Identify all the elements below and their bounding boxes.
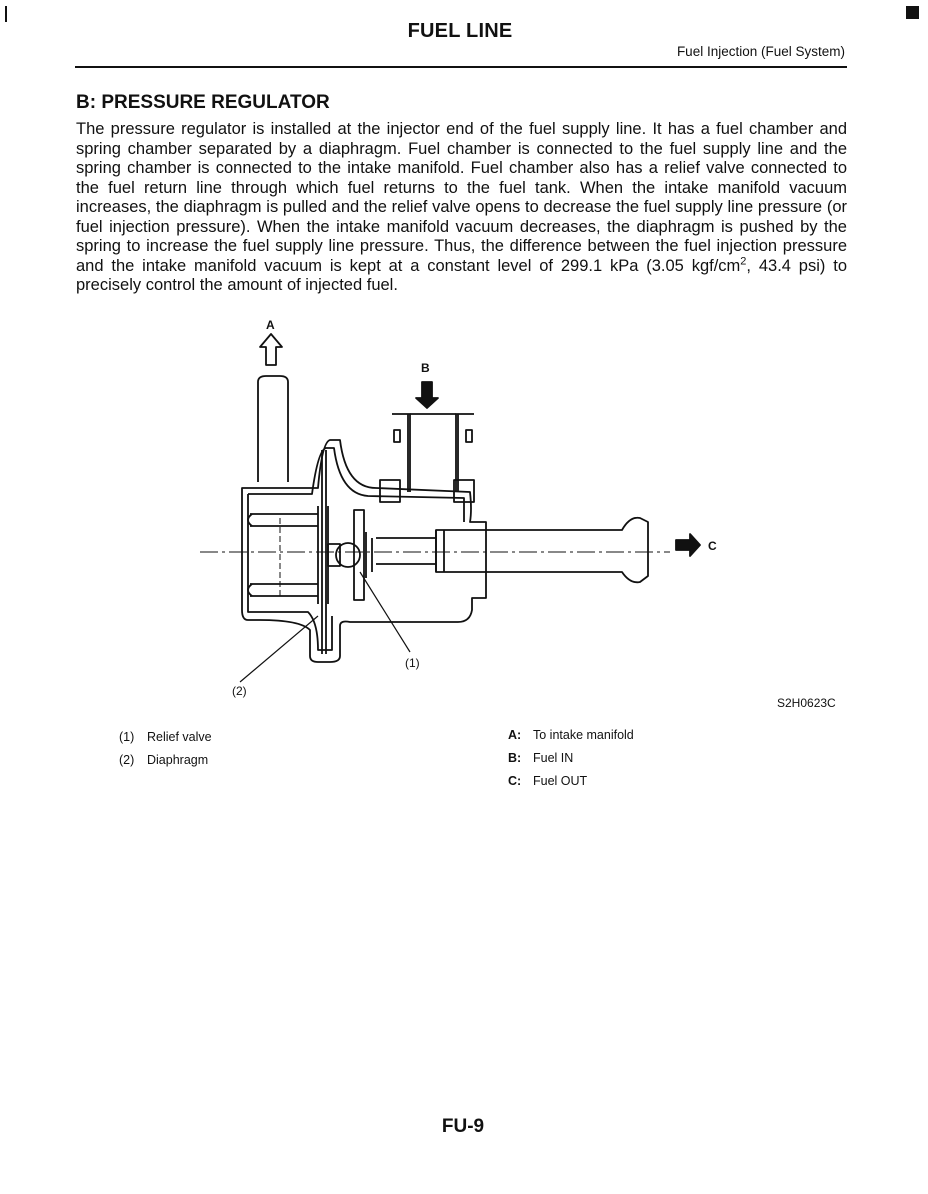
arrow-b-icon xyxy=(416,382,438,408)
legend-number: (2) xyxy=(119,753,135,767)
label-a: A xyxy=(266,318,275,332)
body-paragraph-superscript: 2 xyxy=(740,255,747,267)
header-rule xyxy=(75,66,847,68)
arrow-c-icon xyxy=(676,534,700,556)
label-c: C xyxy=(708,539,717,553)
legend-key: C: xyxy=(508,774,522,788)
callout-2: (2) xyxy=(232,684,247,698)
page-number: FU-9 xyxy=(441,1116,485,1137)
legend-key: B: xyxy=(508,751,522,765)
legend-number: (1) xyxy=(119,730,135,744)
pressure-regulator-drawing xyxy=(200,310,850,720)
arrow-a-icon xyxy=(260,334,282,365)
legend-text: To intake manifold xyxy=(533,728,634,742)
fuel-outlet-pipe xyxy=(436,518,648,583)
legend-item xyxy=(508,751,573,765)
legend-item xyxy=(508,728,634,742)
legend-item xyxy=(119,730,212,744)
legend-text: Relief valve xyxy=(147,730,212,744)
body-paragraph xyxy=(76,120,847,296)
legend-text: Diaphragm xyxy=(147,753,209,767)
fuel-inlet-fitting xyxy=(408,414,458,492)
legend-item xyxy=(508,774,587,788)
legend-item xyxy=(119,753,208,767)
section-heading: B: PRESSURE REGULATOR xyxy=(76,92,330,113)
pressure-regulator-diagram xyxy=(200,310,850,720)
spring xyxy=(250,514,318,596)
document-subtitle: Fuel Injection (Fuel System) xyxy=(676,44,845,59)
legend-key: A: xyxy=(508,728,522,742)
legend-text: Fuel OUT xyxy=(533,774,588,788)
callout-2-leader xyxy=(240,616,318,682)
callout-1-leader xyxy=(360,572,410,652)
label-b: B xyxy=(421,361,430,375)
legend-text: Fuel IN xyxy=(533,751,574,765)
document-title: FUEL LINE xyxy=(407,20,513,42)
body-paragraph-tail: , 43.4 psi) to precisely control the amount of injected fuel. xyxy=(76,256,847,294)
vacuum-nozzle xyxy=(258,376,288,482)
margin-mark-right xyxy=(906,6,919,19)
body-paragraph-main: The pressure regulator is installed at the injector end of the fuel supply line. It has a fuel chamber and spring chamber separated by a diaphragm. Fuel chamber is connected to the fuel supply line and the spring chamber is connected to the intake manifold. Fuel chamber also has a relief valve connected to the fuel return line through which fuel returns to the fuel tank. When the intake manifold vacuum increases, the diaphragm is pulled and the relief valve opens to decrease the fuel supply line pressure (or fuel injection pressure). When the intake manifold vacuum decreases, the diaphragm is pushed by the spring to increase the fuel supply line pressure. Thus, the difference between the fuel injection pressure and the intake manifold vacuum is kept at a constant level of 299.1 kPa (3.05 kgf/cm xyxy=(76,120,847,275)
figure-code: S2H0623C xyxy=(777,696,836,710)
callout-1: (1) xyxy=(405,656,420,670)
